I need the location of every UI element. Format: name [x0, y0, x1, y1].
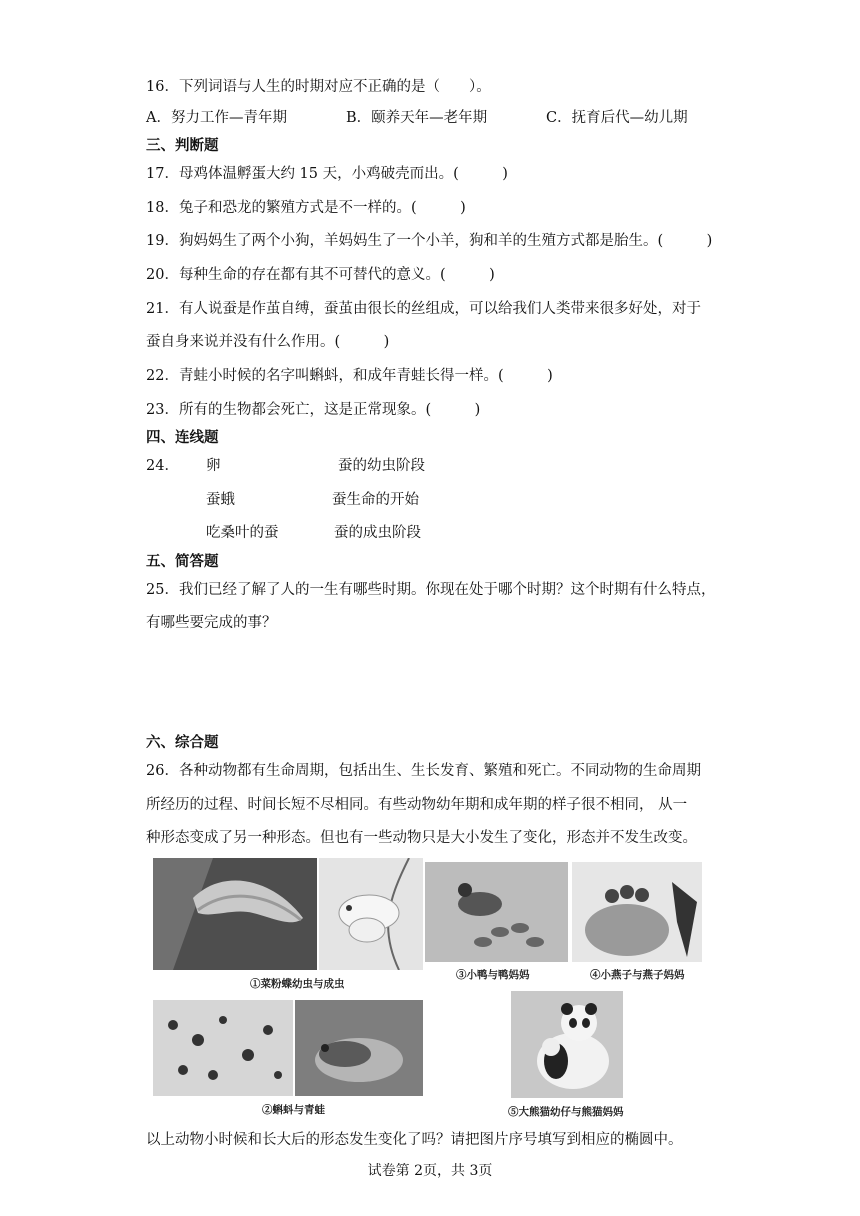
- q16-option-a: A．努力工作—青年期: [146, 110, 287, 126]
- q21-line1: 21．有人说蚕是作茧自缚，蚕茧由很长的丝组成，可以给我们人类带来很多好处，对于: [146, 301, 701, 317]
- q20: 20．每种生命的存在都有其不可替代的意义。( ): [146, 267, 495, 283]
- caption-tadpole-frog: ②蝌蚪与青蛙: [262, 1104, 325, 1116]
- q17: 17．母鸡体温孵蛋大约 15 天，小鸡破壳而出。( ): [146, 166, 508, 182]
- caption-ducks: ③小鸭与鸭妈妈: [456, 969, 530, 981]
- q18: 18．兔子和恐龙的繁殖方式是不一样的。( ): [146, 200, 466, 216]
- swallows-photo: [572, 862, 702, 962]
- q16-option-c: C．抚育后代—幼儿期: [546, 110, 688, 126]
- butterfly-photo: [319, 858, 423, 970]
- page-footer: 试卷第 2页，共 3页: [367, 1163, 493, 1179]
- q26-instruction: 以上动物小时候和长大后的形态发生变化了吗？请把图片序号填写到相应的椭圆中。: [146, 1132, 683, 1148]
- q24-number: 24．: [146, 458, 179, 474]
- caption-swallows: ④小燕子与燕子妈妈: [590, 969, 685, 981]
- q23: 23．所有的生物都会死亡，这是正常现象。( ): [146, 402, 481, 418]
- q19: 19．狗妈妈生了两个小狗，羊妈妈生了一个小羊，狗和羊的生殖方式都是胎生。( ): [146, 233, 713, 249]
- caption-pandas: ⑤大熊猫幼仔与熊猫妈妈: [508, 1106, 624, 1118]
- q24-right-item-1: 蚕的幼虫阶段: [338, 458, 425, 474]
- q25-line1: 25．我们已经了解了人的一生有哪些时期。你现在处于哪个时期？这个时期有什么特点，: [146, 582, 716, 598]
- q24-left-item-3: 吃桑叶的蚕: [206, 525, 279, 541]
- caption-cabbage-butterfly: ①菜粉蝶幼虫与成虫: [250, 978, 345, 990]
- section-heading-comprehensive: 六、综合题: [146, 734, 219, 751]
- tadpoles-photo: [153, 1000, 293, 1096]
- pandas-photo: [511, 991, 623, 1098]
- caterpillar-photo: [153, 858, 317, 970]
- section-heading-short-answer: 五、简答题: [146, 553, 219, 570]
- ducks-photo: [425, 862, 568, 962]
- q25-line2: 有哪些要完成的事？: [146, 615, 277, 631]
- q26-line3: 种形态变成了另一种形态。但也有一些动物只是大小发生了变化，形态并不发生改变。: [146, 830, 697, 846]
- q24-right-item-3: 蚕的成虫阶段: [334, 525, 421, 541]
- q16-option-b: B．颐养天年—老年期: [346, 110, 488, 126]
- q24-left-item-2: 蚕蛾: [206, 492, 235, 508]
- q26-line1: 26．各种动物都有生命周期，包括出生、生长发育、繁殖和死亡。不同动物的生命周期: [146, 763, 701, 779]
- q22: 22．青蛙小时候的名字叫蝌蚪，和成年青蛙长得一样。( ): [146, 368, 553, 384]
- q26-line2: 所经历的过程、时间长短不尽相同。有些动物幼年期和成年期的样子很不相同， 从一: [146, 797, 688, 813]
- q24-right-item-2: 蚕生命的开始: [332, 492, 419, 508]
- section-heading-matching: 四、连线题: [146, 429, 219, 446]
- q24-left-item-1: 卵: [206, 458, 221, 474]
- section-heading-judge: 三、判断题: [146, 137, 219, 154]
- q16-stem: 16．下列词语与人生的时期对应不正确的是（ ）。: [146, 79, 491, 95]
- frog-photo: [295, 1000, 423, 1096]
- q21-line2: 蚕自身来说并没有什么作用。( ): [146, 334, 390, 350]
